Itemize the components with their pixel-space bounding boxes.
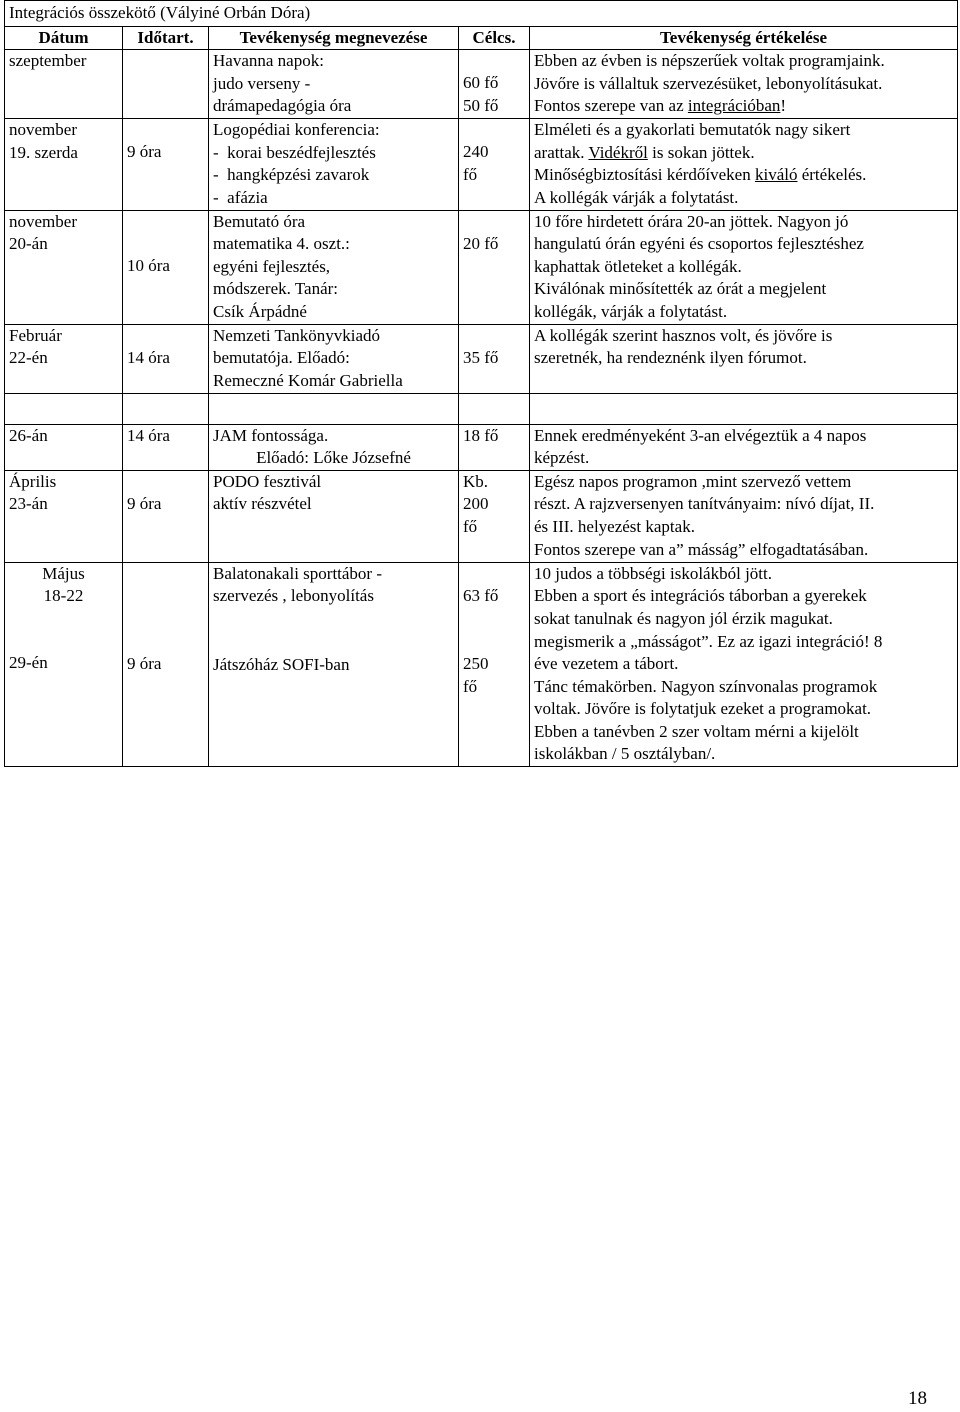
evaluation-line <box>534 142 953 165</box>
spacer-cell <box>5 393 123 424</box>
duration-cell <box>123 210 209 324</box>
date-line: Február <box>9 325 62 345</box>
evaluation-line: kollégák, várják a folytatást. <box>534 301 728 321</box>
activity-line: PODO fesztivál <box>213 471 322 491</box>
evaluation-line: megismerik a „másságot”. Ez az igazi integráció! 8 <box>534 631 883 651</box>
activity-line: Logopédiai konferencia: <box>213 120 380 140</box>
table-row <box>5 119 958 210</box>
target-line: 63 fő <box>463 585 499 605</box>
target-line: Kb. <box>463 471 489 491</box>
evaluation-line: A kollégák várják a folytatást. <box>534 187 739 207</box>
duration-cell <box>123 424 209 470</box>
date-cell <box>5 210 123 324</box>
header-activity: Tevékenység megnevezése <box>209 26 459 50</box>
date-line: Április <box>9 471 57 491</box>
target-line: fő <box>463 164 478 184</box>
table-row <box>5 562 958 766</box>
date-line: 18-22 <box>43 586 84 606</box>
activity-line: módszerek. Tanár: <box>213 279 339 299</box>
target-line: 240 <box>463 142 489 162</box>
title-row <box>5 1 958 27</box>
target-line: 60 fő <box>463 73 499 93</box>
evaluation-text: értékelés. <box>797 165 867 185</box>
activity-cell <box>209 424 459 470</box>
activity-line: judo verseny - <box>213 73 311 93</box>
target-line: 18 fő <box>463 425 499 445</box>
document-title <box>5 1 958 27</box>
header-duration: Időtart. <box>123 26 209 50</box>
evaluation-underlined: Vidékről <box>588 142 648 162</box>
activity-line: - hangképzési zavarok <box>213 165 370 185</box>
evaluation-line: Ennek eredményeként 3-an elvégeztük a 4 napos <box>534 425 867 445</box>
spacer-cell <box>123 393 209 424</box>
evaluation-line: szeretnék, ha rendeznénk ilyen fórumot. <box>534 348 807 368</box>
activity-cell <box>209 119 459 210</box>
date-line: 20-án <box>9 234 48 254</box>
date-line: szeptember <box>9 51 87 71</box>
evaluation-cell <box>530 210 958 324</box>
activity-cell <box>209 50 459 119</box>
evaluation-line: sokat tanulnak és nagyon jól érzik magukat. <box>534 608 833 628</box>
activity-line: JAM fontossága. <box>213 425 329 445</box>
evaluation-cell <box>530 562 958 766</box>
evaluation-text: ! <box>780 96 787 116</box>
target-cell <box>459 210 530 324</box>
duration-cell <box>123 562 209 766</box>
duration-line: 9 óra <box>127 493 162 513</box>
target-cell <box>459 424 530 470</box>
activity-line: bemutatója. Előadó: <box>213 348 350 368</box>
target-line: fő <box>463 676 478 696</box>
target-line: 50 fő <box>463 95 499 115</box>
evaluation-line: 10 judos a többségi iskolákból jött. <box>534 563 772 583</box>
evaluation-line: iskolákban / 5 osztályban/. <box>534 744 716 764</box>
date-cell <box>5 50 123 119</box>
activity-cell <box>209 324 459 393</box>
spacer-cell <box>459 393 530 424</box>
duration-cell <box>123 50 209 119</box>
activity-line: - afázia <box>213 187 268 207</box>
evaluation-line: Ebben a tanévben 2 szer voltam mérni a kijelölt <box>534 721 859 741</box>
evaluation-text: arattak. <box>534 142 589 162</box>
date-line: 29-én <box>9 652 48 672</box>
header-row <box>5 26 958 50</box>
activity-line: Előadó: Lőke Józsefné <box>256 448 411 468</box>
activity-line: Csík Árpádné <box>213 301 307 321</box>
evaluation-cell <box>530 424 958 470</box>
evaluation-cell <box>530 324 958 393</box>
activity-line: - korai beszédfejlesztés <box>213 142 376 162</box>
evaluation-line: Elméleti és a gyakorlati bemutatók nagy sikert <box>534 120 851 140</box>
date-line: 23-án <box>9 494 48 514</box>
spacer-row <box>5 393 958 424</box>
header-date: Dátum <box>5 26 123 50</box>
date-cell <box>5 470 123 562</box>
target-line: fő <box>463 516 478 536</box>
activity-line: Játszóház SOFI-ban <box>213 654 350 674</box>
date-line: Május <box>42 563 85 583</box>
table-row <box>5 424 958 470</box>
activity-line: Nemzeti Tankönyvkiadó <box>213 325 381 345</box>
activity-table <box>4 0 958 767</box>
evaluation-line: éve vezetem a tábort. <box>534 654 679 674</box>
spacer-cell <box>530 393 958 424</box>
evaluation-line: voltak. Jövőre is folytatjuk ezeket a programokat. <box>534 699 872 719</box>
duration-cell <box>123 470 209 562</box>
header-target: Célcs. <box>459 26 530 50</box>
activity-line: szervezés , lebonyolítás <box>213 586 374 606</box>
evaluation-line: Tánc témakörben. Nagyon színvonalas programok <box>534 676 878 696</box>
date-cell <box>5 424 123 470</box>
evaluation-line <box>534 95 953 118</box>
spacer-cell <box>209 393 459 424</box>
target-line: 200 <box>463 494 489 514</box>
activity-line: Balatonakali sporttábor - <box>213 563 383 583</box>
duration-line: 14 óra <box>127 347 170 367</box>
activity-line: drámapedagógia óra <box>213 96 352 116</box>
table-row <box>5 50 958 119</box>
duration-line: 14 óra <box>127 425 170 445</box>
activity-line: Remeczné Komár Gabriella <box>213 370 403 390</box>
target-line: 35 fő <box>463 347 499 367</box>
date-line: 22-én <box>9 348 48 368</box>
evaluation-line: Egész napos programon ,mint szervező vettem <box>534 471 852 491</box>
target-line: 250 <box>463 654 489 674</box>
activity-line: Bemutató óra <box>213 211 306 231</box>
date-cell <box>5 119 123 210</box>
target-cell <box>459 324 530 393</box>
duration-line: 10 óra <box>127 255 170 275</box>
evaluation-line: képzést. <box>534 448 590 468</box>
evaluation-cell <box>530 50 958 119</box>
evaluation-line: kaphattak ötleteket a kollégák. <box>534 256 742 276</box>
duration-cell <box>123 324 209 393</box>
table-row <box>5 470 958 562</box>
evaluation-line: Fontos szerepe van a” másság” elfogadtatásában. <box>534 539 869 559</box>
target-cell <box>459 562 530 766</box>
activity-cell <box>209 470 459 562</box>
activity-line: egyéni fejlesztés, <box>213 256 331 276</box>
table-row <box>5 210 958 324</box>
evaluation-line: részt. A rajzversenyen tanítványaim: nívó díjat, II. <box>534 494 875 514</box>
activity-line: matematika 4. oszt.: <box>213 234 350 254</box>
date-cell <box>5 562 123 766</box>
page-number: 18 <box>908 1388 927 1409</box>
evaluation-cell <box>530 119 958 210</box>
evaluation-underlined: kiváló <box>754 165 798 185</box>
target-cell <box>459 119 530 210</box>
date-line: november <box>9 211 77 231</box>
date-line: 26-án <box>9 425 48 445</box>
evaluation-line: Ebben az évben is népszerűek voltak programjaink. <box>534 51 885 71</box>
evaluation-underlined: integrációban <box>687 96 781 116</box>
evaluation-text: Minőségbiztosítási kérdőíveken <box>534 165 755 185</box>
target-line: 20 fő <box>463 233 499 253</box>
activity-cell <box>209 210 459 324</box>
evaluation-line: Ebben a sport és integrációs táborban a gyerekek <box>534 586 867 606</box>
evaluation-line: Kiválónak minősítették az órát a megjelent <box>534 279 827 299</box>
target-cell <box>459 470 530 562</box>
evaluation-line: és III. helyezést kaptak. <box>534 516 695 536</box>
duration-cell <box>123 119 209 210</box>
activity-line: Havanna napok: <box>213 51 324 71</box>
duration-line: 9 óra <box>127 142 162 162</box>
title-bold: Integrációs összekötő <box>9 3 156 22</box>
target-cell <box>459 50 530 119</box>
activity-line: aktív részvétel <box>213 494 312 514</box>
evaluation-line: hangulatú órán egyéni és csoportos fejlesztéshez <box>534 234 864 254</box>
evaluation-line: Jövőre is vállaltuk szervezésüket, lebonyolításukat. <box>534 73 883 93</box>
evaluation-cell <box>530 470 958 562</box>
date-line: november <box>9 120 77 140</box>
duration-line: 9 óra <box>127 653 162 673</box>
evaluation-line: 10 főre hirdetett órára 20-an jöttek. Nagyon jó <box>534 211 849 231</box>
table-row <box>5 324 958 393</box>
date-cell <box>5 324 123 393</box>
header-evaluation: Tevékenység értékelése <box>530 26 958 50</box>
evaluation-text: Fontos szerepe van az <box>534 96 688 116</box>
date-line: 19. szerda <box>9 142 78 162</box>
title-author: (Vályiné Orbán Dóra) <box>155 3 311 22</box>
evaluation-line <box>534 164 953 187</box>
evaluation-text: is sokan jöttek. <box>647 142 755 162</box>
activity-cell <box>209 562 459 766</box>
evaluation-line: A kollégák szerint hasznos volt, és jövőre is <box>534 325 833 345</box>
